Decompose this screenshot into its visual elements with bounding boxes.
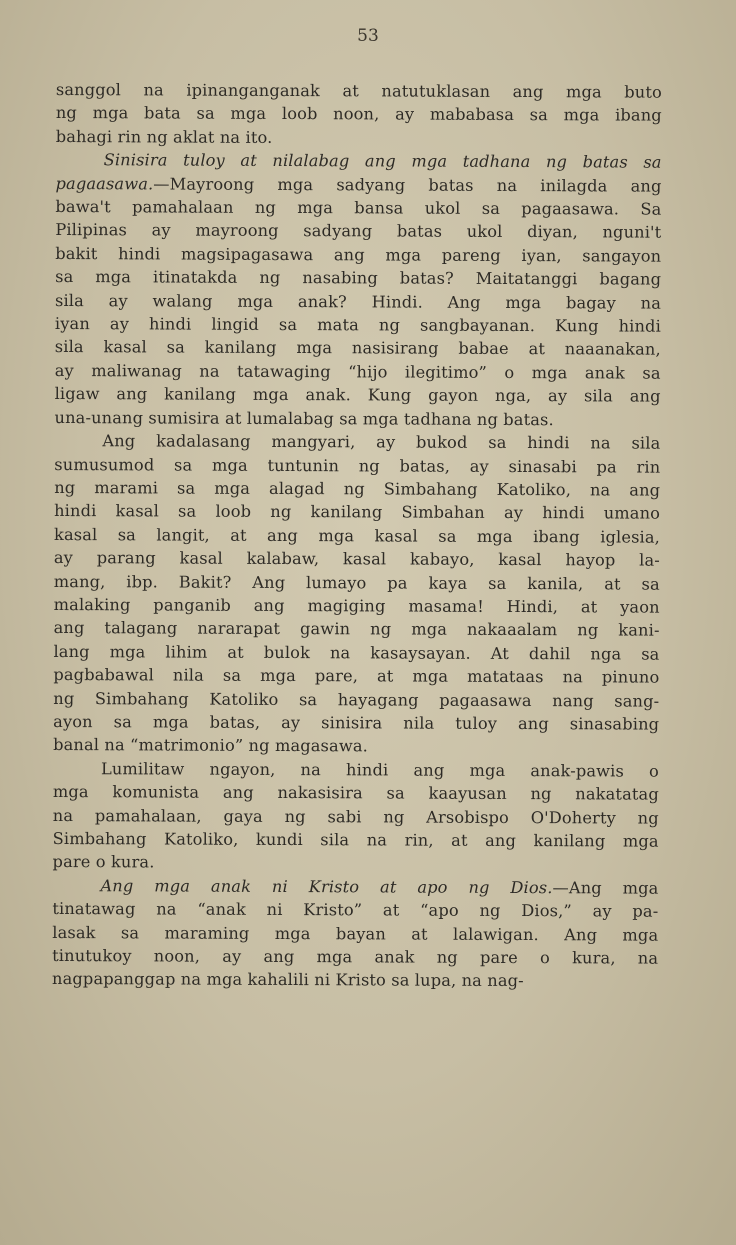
text-line — [53, 640, 659, 666]
italic-heading: pagaasawa. — [55, 173, 154, 194]
line-text: sanggol na ipinanganganak at natutuklasan ang mga buto — [55, 79, 662, 102]
body-text — [52, 78, 662, 993]
text-line — [55, 289, 661, 315]
text-line — [54, 429, 660, 455]
text-line — [55, 335, 661, 361]
line-text: ng Simbahang Katoliko sa hayagang pagaasawa nang sang- — [53, 688, 660, 711]
text-line — [56, 101, 662, 127]
text-line — [55, 172, 661, 198]
line-text: lang mga lihim at bulok na kasaysayan. At dahil nga sa — [53, 641, 660, 664]
line-text: hindi kasal sa loob ng kanilang Simbahan ay hindi umano — [54, 501, 661, 523]
text-line — [54, 499, 660, 525]
text-line — [55, 265, 661, 291]
paragraph — [53, 429, 660, 759]
text-line — [53, 804, 659, 830]
paragraph — [56, 78, 662, 151]
text-line — [52, 921, 658, 947]
text-line — [54, 570, 660, 596]
text-line — [53, 687, 659, 713]
text-line — [54, 616, 660, 642]
page-number: 53 — [357, 26, 379, 46]
line-text: Simbahang Katoliko, kundi sila na rin, at ang kanilang mga — [52, 828, 659, 851]
line-text: ng marami sa mga alagad ng Simbahang Katoliko, na ang — [54, 477, 661, 500]
text-line — [52, 874, 658, 900]
text-line — [54, 452, 660, 478]
line-text: ligaw ang kanilang mga anak. Kung gayon nga, ay sila ang — [54, 384, 661, 406]
text-line — [53, 827, 659, 853]
text-line — [56, 78, 662, 104]
line-text: una-unang sumisira at lumalabag sa mga tadhana ng batas. — [54, 407, 554, 429]
text-line — [53, 780, 659, 806]
italic-heading: Ang mga anak ni Kristo at apo ng Dios. — [100, 876, 553, 897]
paragraph — [52, 874, 659, 994]
line-text: sumusumod sa mga tuntunin ng batas, ay sinasabi pa rin — [54, 454, 661, 477]
line-text: —Ang mga — [552, 877, 659, 898]
line-text: na pamahalaan, gaya ng sabi ng Arsobispo O'Doherty ng — [52, 805, 659, 828]
text-line — [54, 546, 660, 572]
line-text: ayon sa mga batas, ay sinisira nila tuloy ang sinasabing — [53, 711, 660, 734]
line-text: bawa't pamahalaan ng mga bansa ukol sa pagaasawa. Sa — [55, 197, 662, 219]
line-text: sila ay walang mga anak? Hindi. Ang mga bagay na — [54, 290, 662, 313]
line-text: bakit hindi magsipagasawa ang mga pareng iyan, sangayon — [55, 243, 662, 266]
text-line — [55, 195, 661, 221]
line-text: ay maliwanag na tatawaging “hijo ilegitimo” o mga anak sa — [54, 360, 661, 383]
text-line — [53, 663, 659, 689]
line-text: bahagi rin ng aklat na ito. — [55, 126, 273, 147]
text-line — [52, 897, 658, 923]
text-line — [56, 125, 662, 151]
line-text: tinatawag na “anak ni Kristo” at “apo ng Dios,” ay pa- — [52, 899, 659, 921]
line-text: mang, ibp. Bakit? Ang lumayo pa kaya sa kanila, at sa — [53, 571, 660, 594]
paragraph — [53, 757, 660, 877]
text-line — [55, 242, 661, 268]
line-text: nagpapanggap na mga kahalili ni Kristo sa lupa, na nag- — [52, 969, 524, 991]
line-text: Ang kadalasang mangyari, ay bukod sa hindi na sila — [102, 431, 661, 453]
line-text: kasal sa langit, at ang mga kasal sa mga ibang iglesia, — [53, 524, 661, 547]
line-text: Pilipinas ay mayroong sadyang batas ukol diyan, nguni't — [55, 220, 662, 243]
line-text: ng mga bata sa mga loob noon, ay mababasa sa mga ibang — [55, 103, 662, 126]
line-text: lasak sa maraming mga bayan at lalawigan. Ang mga — [52, 922, 659, 945]
line-text: banal na “matrimonio” ng magasawa. — [53, 735, 368, 756]
text-line — [53, 733, 659, 759]
text-line — [55, 312, 661, 338]
text-line — [53, 757, 659, 783]
line-text: pare o kura. — [52, 852, 155, 872]
line-text: iyan ay hindi lingid sa mata ng sangbayanan. Kung hindi — [54, 314, 661, 336]
text-line — [52, 967, 658, 993]
text-line — [55, 382, 661, 408]
line-text: ang talagang nararapat gawin ng mga nakaaalam ng kani- — [53, 618, 660, 640]
text-line — [54, 593, 660, 619]
line-text: malaking panganib ang magiging masama! Hindi, at yaon — [53, 594, 660, 617]
text-line — [54, 476, 660, 502]
text-line — [53, 850, 659, 876]
line-text: pagbabawal nila sa mga pare, at mga matataas na pinuno — [53, 665, 660, 687]
text-line — [55, 218, 661, 244]
text-line — [55, 359, 661, 385]
line-text: ay parang kasal kalabaw, kasal kabayo, kasal hayop la- — [53, 548, 660, 570]
text-line — [52, 944, 658, 970]
text-line — [56, 148, 662, 174]
line-text: sa mga itinatakda ng nasabing batas? Maitatanggi bagang — [55, 267, 662, 289]
line-text: sila kasal sa kanilang mga nasisirang babae at naaanakan, — [54, 337, 661, 360]
text-line — [53, 710, 659, 736]
line-text: mga komunista ang nakasisira sa kaayusan ng nakatatag — [52, 782, 659, 804]
line-text: tinutukoy noon, ay ang mga anak ng pare o kura, na — [52, 946, 659, 968]
italic-heading: Sinisira tuloy at nilalabag ang mga tadhana ng batas sa — [103, 150, 662, 172]
line-text: —Mayroong mga sadyang batas na inilagda ang — [153, 174, 662, 196]
text-line — [54, 406, 660, 432]
text-line — [54, 523, 660, 549]
line-text: Lumilitaw ngayon, na hindi ang mga anak-pawis o — [100, 758, 660, 781]
paragraph — [54, 148, 661, 432]
